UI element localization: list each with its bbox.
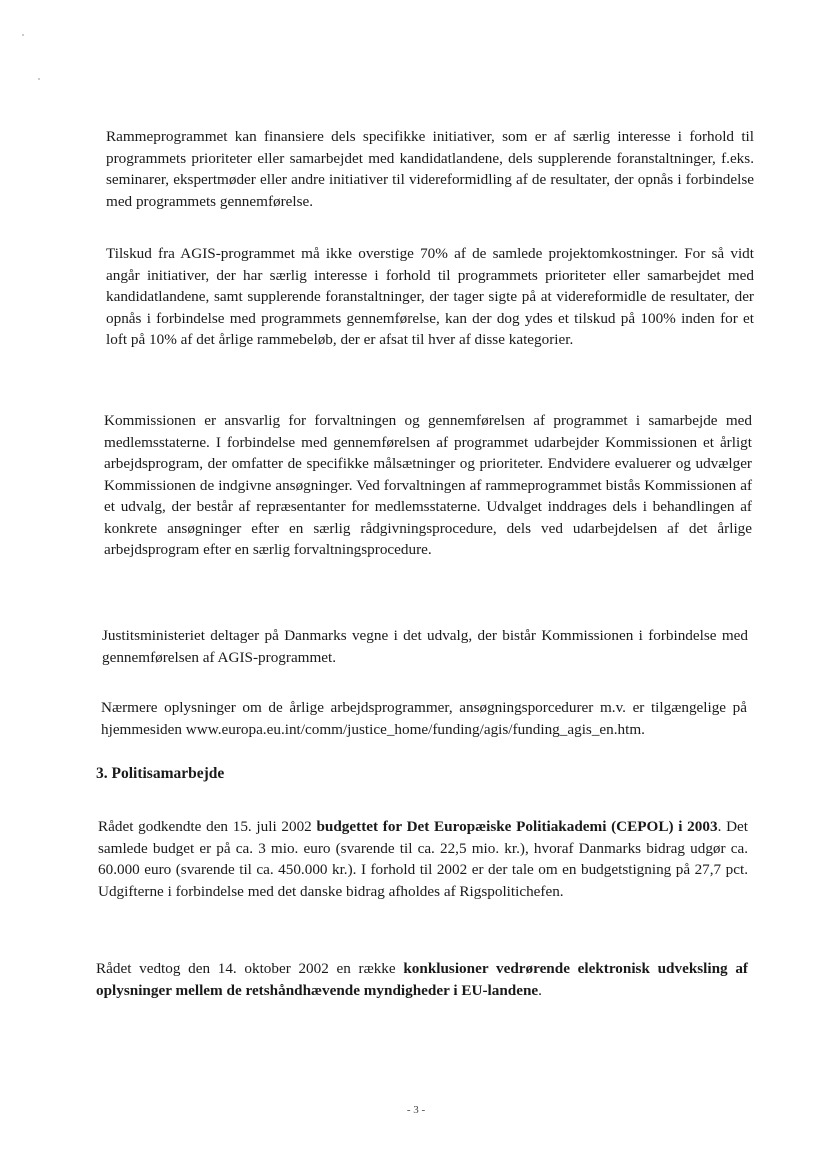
paragraph-framework-programme: Rammeprogrammet kan finansiere dels specifikke initiativer, som er af særlig interesse i forhold til programmets prioriteter eller samarbejdet med kandidatlandene, dels supplerende foranstaltninger, f.eks. seminarer, ekspertmøder eller andre initiativer til videreformidling af de resultater, der opnås i forbindelse med programmets gennemførelse. <box>106 128 754 210</box>
paragraph-information-exchange <box>96 958 748 1001</box>
paragraph-ministry-of-justice: Justitsministeriet deltager på Danmarks vegne i det udvalg, der bistår Kommissionen i forbindelse med gennemførelsen af AGIS-programmet. <box>102 627 748 666</box>
paragraph-further-information: Nærmere oplysninger om de årlige arbejdsprogrammer, ansøgningsporcedurer m.v. er tilgængelige på hjemmesiden www.europa.eu.int/comm/justice_home/funding/agis/funding_agis_en.htm. <box>101 699 747 738</box>
cepol-text-after: . Det samlede budget er på ca. 3 mio. euro (svarende til ca. 22,5 mio. kr.), hvoraf Danmarks bidrag udgør ca. 60.000 euro (svarende til ca. 450.000 kr.). I forhold til 2002 er der tale om en budgetstigning på 27,7 pct. Udgifterne i forbindelse med det danske bidrag afholdes af Rigspolitichefen. <box>98 818 748 900</box>
scan-speck <box>38 78 40 80</box>
exchange-text-after: . <box>538 981 542 999</box>
paragraph-cepol-budget <box>98 816 748 902</box>
page-number: - 3 - <box>406 1104 426 1116</box>
exchange-bold-text: konklusioner vedrørende elektronisk udveksling af oplysninger mellem de retshåndhævende myndigheder i EU-landene <box>96 960 748 999</box>
paragraph-commission-responsibility: Kommissionen er ansvarlig for forvaltningen og gennemførelsen af programmet i samarbejde med medlemsstaterne. I forbindelse med gennemførelsen af programmet udarbejder Kommissionen et årligt arbejdsprogram, der omfatter de specifikke målsætninger og prioriteter. Endvidere evaluerer og udvælger Kommissionen de indgivne ansøgninger. Ved forvaltningen af rammeprogrammet bistås Kommissionen af et udvalg, der består af repræsentanter for medlemsstaterne. Udvalget inddrages dels i behandlingen af konkrete ansøgninger efter en særlig rådgivningsprocedure, dels ved udarbejdelsen af det årlige arbejdsprogram efter en særlig forvaltningsprocedure. <box>104 412 752 558</box>
section-heading-police-cooperation: 3. Politisamarbejde <box>96 765 225 782</box>
scan-speck <box>22 34 24 36</box>
cepol-text-before: Rådet godkendte den 15. juli 2002 <box>98 818 317 835</box>
cepol-bold-text: budgettet for Det Europæiske Politiakademi (CEPOL) i 2003 <box>316 818 718 835</box>
paragraph-agis-grants: Tilskud fra AGIS-programmet må ikke overstige 70% af de samlede projektomkostninger. For så vidt angår initiativer, der har særlig interesse i forhold til programmets prioriteter eller samarbejdet med kandidatlandene, samt supplerende foranstaltninger, der tager sigte på at videreformidle de resultater, der opnås i forbindelse med programmets gennemførelse, kan der dog ydes et tilskud på 100% inden for et loft på 10% af det årlige rammebeløb, der er afsat til hver af disse kategorier. <box>106 245 754 348</box>
exchange-text-before: Rådet vedtog den 14. oktober 2002 en række <box>96 960 404 977</box>
